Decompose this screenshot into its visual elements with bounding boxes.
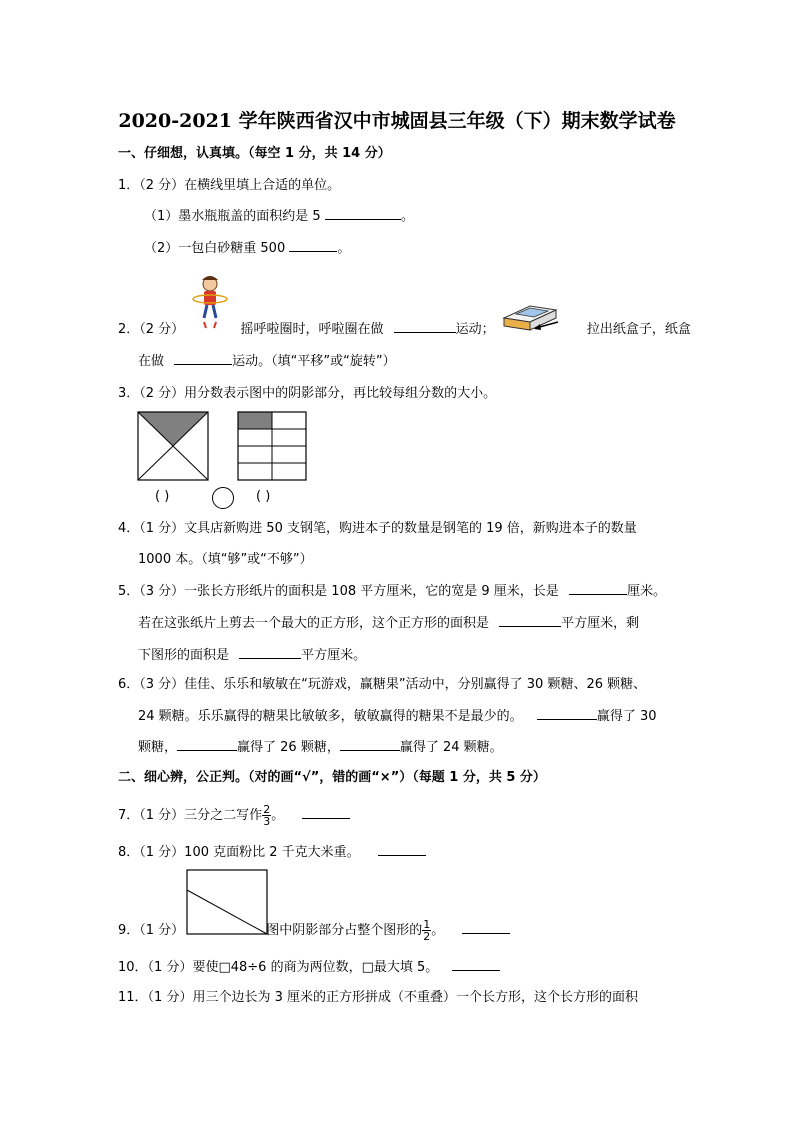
question-5-line-2 [138, 614, 639, 633]
section-2-heading: 二、细心辨，公正判。（对的画“√”，错的画“×”）（每题 1 分，共 5 分） [118, 770, 546, 785]
q3-answer-paren-1[interactable]: ( ) [155, 489, 170, 504]
q5-blank-3[interactable] [239, 646, 301, 659]
q5-line1-b: 厘米。 [626, 584, 666, 599]
q5-line3-a: 下图形的面积是 [138, 648, 230, 663]
question-6-line-1: 6．（3 分）佳佳、乐乐和敏敏在“玩游戏，赢糖果”活动中，分别赢得了 30 颗糖、26 颗糖、 [118, 677, 647, 692]
q7-fraction: $\frac{2}{3}$ [263, 803, 271, 828]
q5-line2-a: 若在这张纸片上剪去一个最大的正方形，这个正方形的面积是 [138, 616, 490, 631]
q2-number: 2．（2 分） [118, 322, 185, 337]
q6-line2-b: 赢得了 30 [596, 709, 657, 724]
q9-fraction: $\frac{1}{2}$ [423, 918, 431, 943]
q1-sub2-text: （2）一包白砂糖重 500 [144, 241, 286, 256]
q9-text: 9．（1 分） [118, 923, 185, 938]
square-diagonal-figure [137, 411, 209, 481]
grid-figure [237, 411, 307, 481]
question-9 [118, 919, 510, 942]
q2-text-3: 拉出纸盒子，纸盒 [586, 322, 691, 337]
q5-line2-b: 平方厘米，剩 [561, 616, 640, 631]
q10-answer-blank[interactable] [452, 958, 500, 971]
exam-title: 2020-2021 学年陕西省汉中市城固县三年级（下）期末数学试卷 [118, 110, 676, 132]
q2-blank-1[interactable] [394, 320, 456, 333]
question-7 [118, 804, 350, 827]
q9-text-2: 图中阴影部分占整个图形的 [266, 923, 423, 938]
q5-blank-2[interactable] [499, 614, 561, 627]
q6-line3-b: 赢得了 26 颗糖， [237, 740, 340, 755]
q7-answer-blank[interactable] [302, 806, 350, 819]
q1-sub2-end: 。 [337, 241, 351, 256]
q2-blank-2[interactable] [174, 352, 232, 365]
section-1-heading: 一、仔细想，认真填。（每空 1 分，共 14 分） [118, 146, 391, 161]
question-2-line-2 [138, 352, 396, 371]
question-4-line-1: 4．（1 分）文具店新购进 50 支钢笔，购进本子的数量是钢笔的 19 倍，新购进本子的数量 [118, 521, 637, 536]
question-1-stem: 1．（2 分）在横线里填上合适的单位。 [118, 178, 341, 193]
q7-text: 7．（1 分）三分之二写作 [118, 808, 263, 823]
q10-text: 10．（1 分）要使□48÷6 的商为两位数，□最大填 5。 [118, 960, 439, 975]
q5-line3-b: 平方厘米。 [301, 648, 367, 663]
question-8 [118, 843, 426, 862]
q9-answer-blank[interactable] [462, 921, 510, 934]
q1-sub1-text: （1）墨水瓶瓶盖的面积约是 5 [144, 209, 321, 224]
question-4-line-2: 1000 本。（填“够”或“不够”） [138, 552, 313, 567]
q5-line1-a: 5．（3 分）一张长方形纸片的面积是 108 平方厘米，它的宽是 9 厘米，长是 [118, 584, 559, 599]
q7-end: 。 [271, 808, 285, 823]
question-2-line-1 [118, 320, 691, 339]
q8-answer-blank[interactable] [378, 843, 426, 856]
question-6-line-2 [138, 707, 657, 726]
q2-text-1: 摇呼啦圈时，呼啦圈在做 [240, 322, 384, 337]
question-3-stem: 3．（2 分）用分数表示图中的阴影部分，再比较每组分数的大小。 [118, 386, 497, 401]
q3-answer-paren-2[interactable]: ( ) [256, 489, 271, 504]
q6-line3-a: 颗糖， [138, 740, 178, 755]
q6-line2-a: 24 颗糖。乐乐赢得的糖果比敏敏多，敏敏赢得的糖果不是最少的。 [138, 709, 523, 724]
q6-blank-1[interactable] [537, 707, 597, 720]
compare-circle[interactable] [211, 486, 235, 510]
question-5-line-3 [138, 646, 366, 665]
q1-sub1-blank[interactable] [325, 207, 401, 220]
question-1-sub-2 [144, 239, 350, 258]
q8-text: 8．（1 分）100 克面粉比 2 千克大米重。 [118, 845, 360, 860]
q2-line2-b: 运动。（填“平移”或“旋转”） [232, 354, 396, 369]
question-11: 11．（1 分）用三个边长为 3 厘米的正方形拼成（不重叠）一个长方形，这个长方形的面积 [118, 990, 638, 1005]
question-6-line-3 [138, 738, 503, 757]
question-5-line-1 [118, 582, 666, 601]
q6-line3-c: 赢得了 24 颗糖。 [399, 740, 503, 755]
q2-line2-a: 在做 [138, 354, 165, 369]
q6-blank-2[interactable] [177, 738, 237, 751]
q6-blank-3[interactable] [340, 738, 400, 751]
q5-blank-1[interactable] [569, 582, 627, 595]
q1-sub2-blank[interactable] [289, 239, 337, 252]
question-1-sub-1 [144, 207, 414, 226]
question-10 [118, 958, 500, 977]
q9-end: 。 [431, 923, 445, 938]
q1-sub1-end: 。 [400, 209, 414, 224]
q2-text-2: 运动； [455, 322, 495, 337]
